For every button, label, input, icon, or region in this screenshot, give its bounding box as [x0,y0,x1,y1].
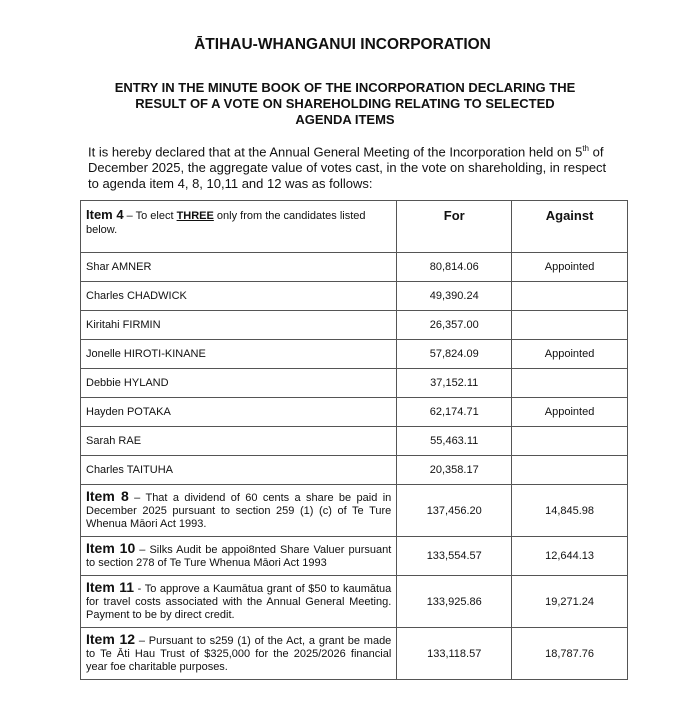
intro-sup: th [582,144,589,153]
against-value: Appointed [512,398,628,427]
item4-description [81,201,397,253]
for-value: 55,463.11 [397,427,512,456]
against-value: 12,644.13 [512,537,628,576]
against-value: Appointed [512,340,628,369]
candidate-row [81,282,628,311]
candidate-name: Shar AMNER [81,253,397,282]
candidate-row [81,311,628,340]
for-value: 20,358.17 [397,456,512,485]
for-value: 57,824.09 [397,340,512,369]
for-value: 37,152.11 [397,369,512,398]
against-value: 18,787.76 [512,628,628,680]
for-value: 49,390.24 [397,282,512,311]
item-text: - To approve a Kaumātua grant of $50 to kaumātua for travel costs associated with the Annual General Meeting. Payment to be by direct credit. [86,583,392,621]
item-text: – Pursuant to s259 (1) of the Act, a grant be made to Te Āti Hau Trust of $325,000 for the 2025/2026 financial year foe charitable purposes. [86,635,392,673]
candidate-name: Debbie HYLAND [81,369,397,398]
item-text: – That a dividend of 60 cents a share be paid in December 2025 pursuant to section 259 (1) (c) of Te Ture Whenua Māori Act 1993. [86,492,392,530]
agenda-item-row [81,576,628,628]
candidate-name: Charles TAITUHA [81,456,397,485]
table-header-row [81,201,628,253]
item4-text-2: only from the candidates listed below. [86,210,366,236]
item-text: – Silks Audit be appoi8nted Share Valuer pursuant to section 278 of Te Ture Whenua Māori Act 1993 [86,544,392,569]
against-value [512,456,628,485]
against-value [512,369,628,398]
candidate-name: Kiritahi FIRMIN [81,311,397,340]
item-label: Item 10 [86,540,136,556]
candidate-name: Hayden POTAKA [81,398,397,427]
against-value: 19,271.24 [512,576,628,628]
item-label: Item 8 [86,488,129,504]
against-value [512,427,628,456]
for-value: 133,118.57 [397,628,512,680]
for-value: 62,174.71 [397,398,512,427]
candidate-row [81,253,628,282]
candidate-name: Jonelle HIROTI-KINANE [81,340,397,369]
agenda-item-row [81,628,628,680]
agenda-item-row [81,485,628,537]
document-subtitle: ENTRY IN THE MINUTE BOOK OF THE INCORPORATION DECLARING THE RESULT OF A VOTE ON SHAREHOLDING RELATING TO SELECTED AGENDA ITEMS [114,80,576,127]
col-against: Against [512,201,628,253]
candidate-name: Charles CHADWICK [81,282,397,311]
candidate-name: Sarah RAE [81,427,397,456]
candidate-row [81,427,628,456]
candidate-row [81,369,628,398]
vote-results-table [80,200,628,680]
item-description [81,628,397,680]
col-for: For [397,201,512,253]
intro-text-2: of December 2025, the aggregate value of votes cast, in the vote on shareholding, in respect to agenda item 4, 8, 10,11 and 12 was as follows: [88,144,607,192]
candidate-row [81,398,628,427]
for-value: 133,925.86 [397,576,512,628]
item-description [81,485,397,537]
item-description [81,537,397,576]
against-value [512,311,628,340]
intro-text: It is hereby declared that at the Annual General Meeting of the Incorporation held on 5 [88,144,583,160]
candidate-row [81,340,628,369]
for-value: 133,554.57 [397,537,512,576]
for-value: 26,357.00 [397,311,512,340]
item-label: Item 11 [86,579,135,595]
against-value [512,282,628,311]
item-label: Item 12 [86,631,136,647]
for-value: 137,456.20 [397,485,512,537]
intro-paragraph [88,141,618,192]
for-value: 80,814.06 [397,253,512,282]
against-value: Appointed [512,253,628,282]
candidate-row [81,456,628,485]
agenda-item-row [81,537,628,576]
item4-three: THREE [176,210,214,222]
against-value: 14,845.98 [512,485,628,537]
document-title: ĀTIHAU-WHANGANUI INCORPORATION [194,36,491,53]
item4-text: – To elect [123,210,177,222]
item-description [81,576,397,628]
item-label: Item 4 [86,207,124,222]
